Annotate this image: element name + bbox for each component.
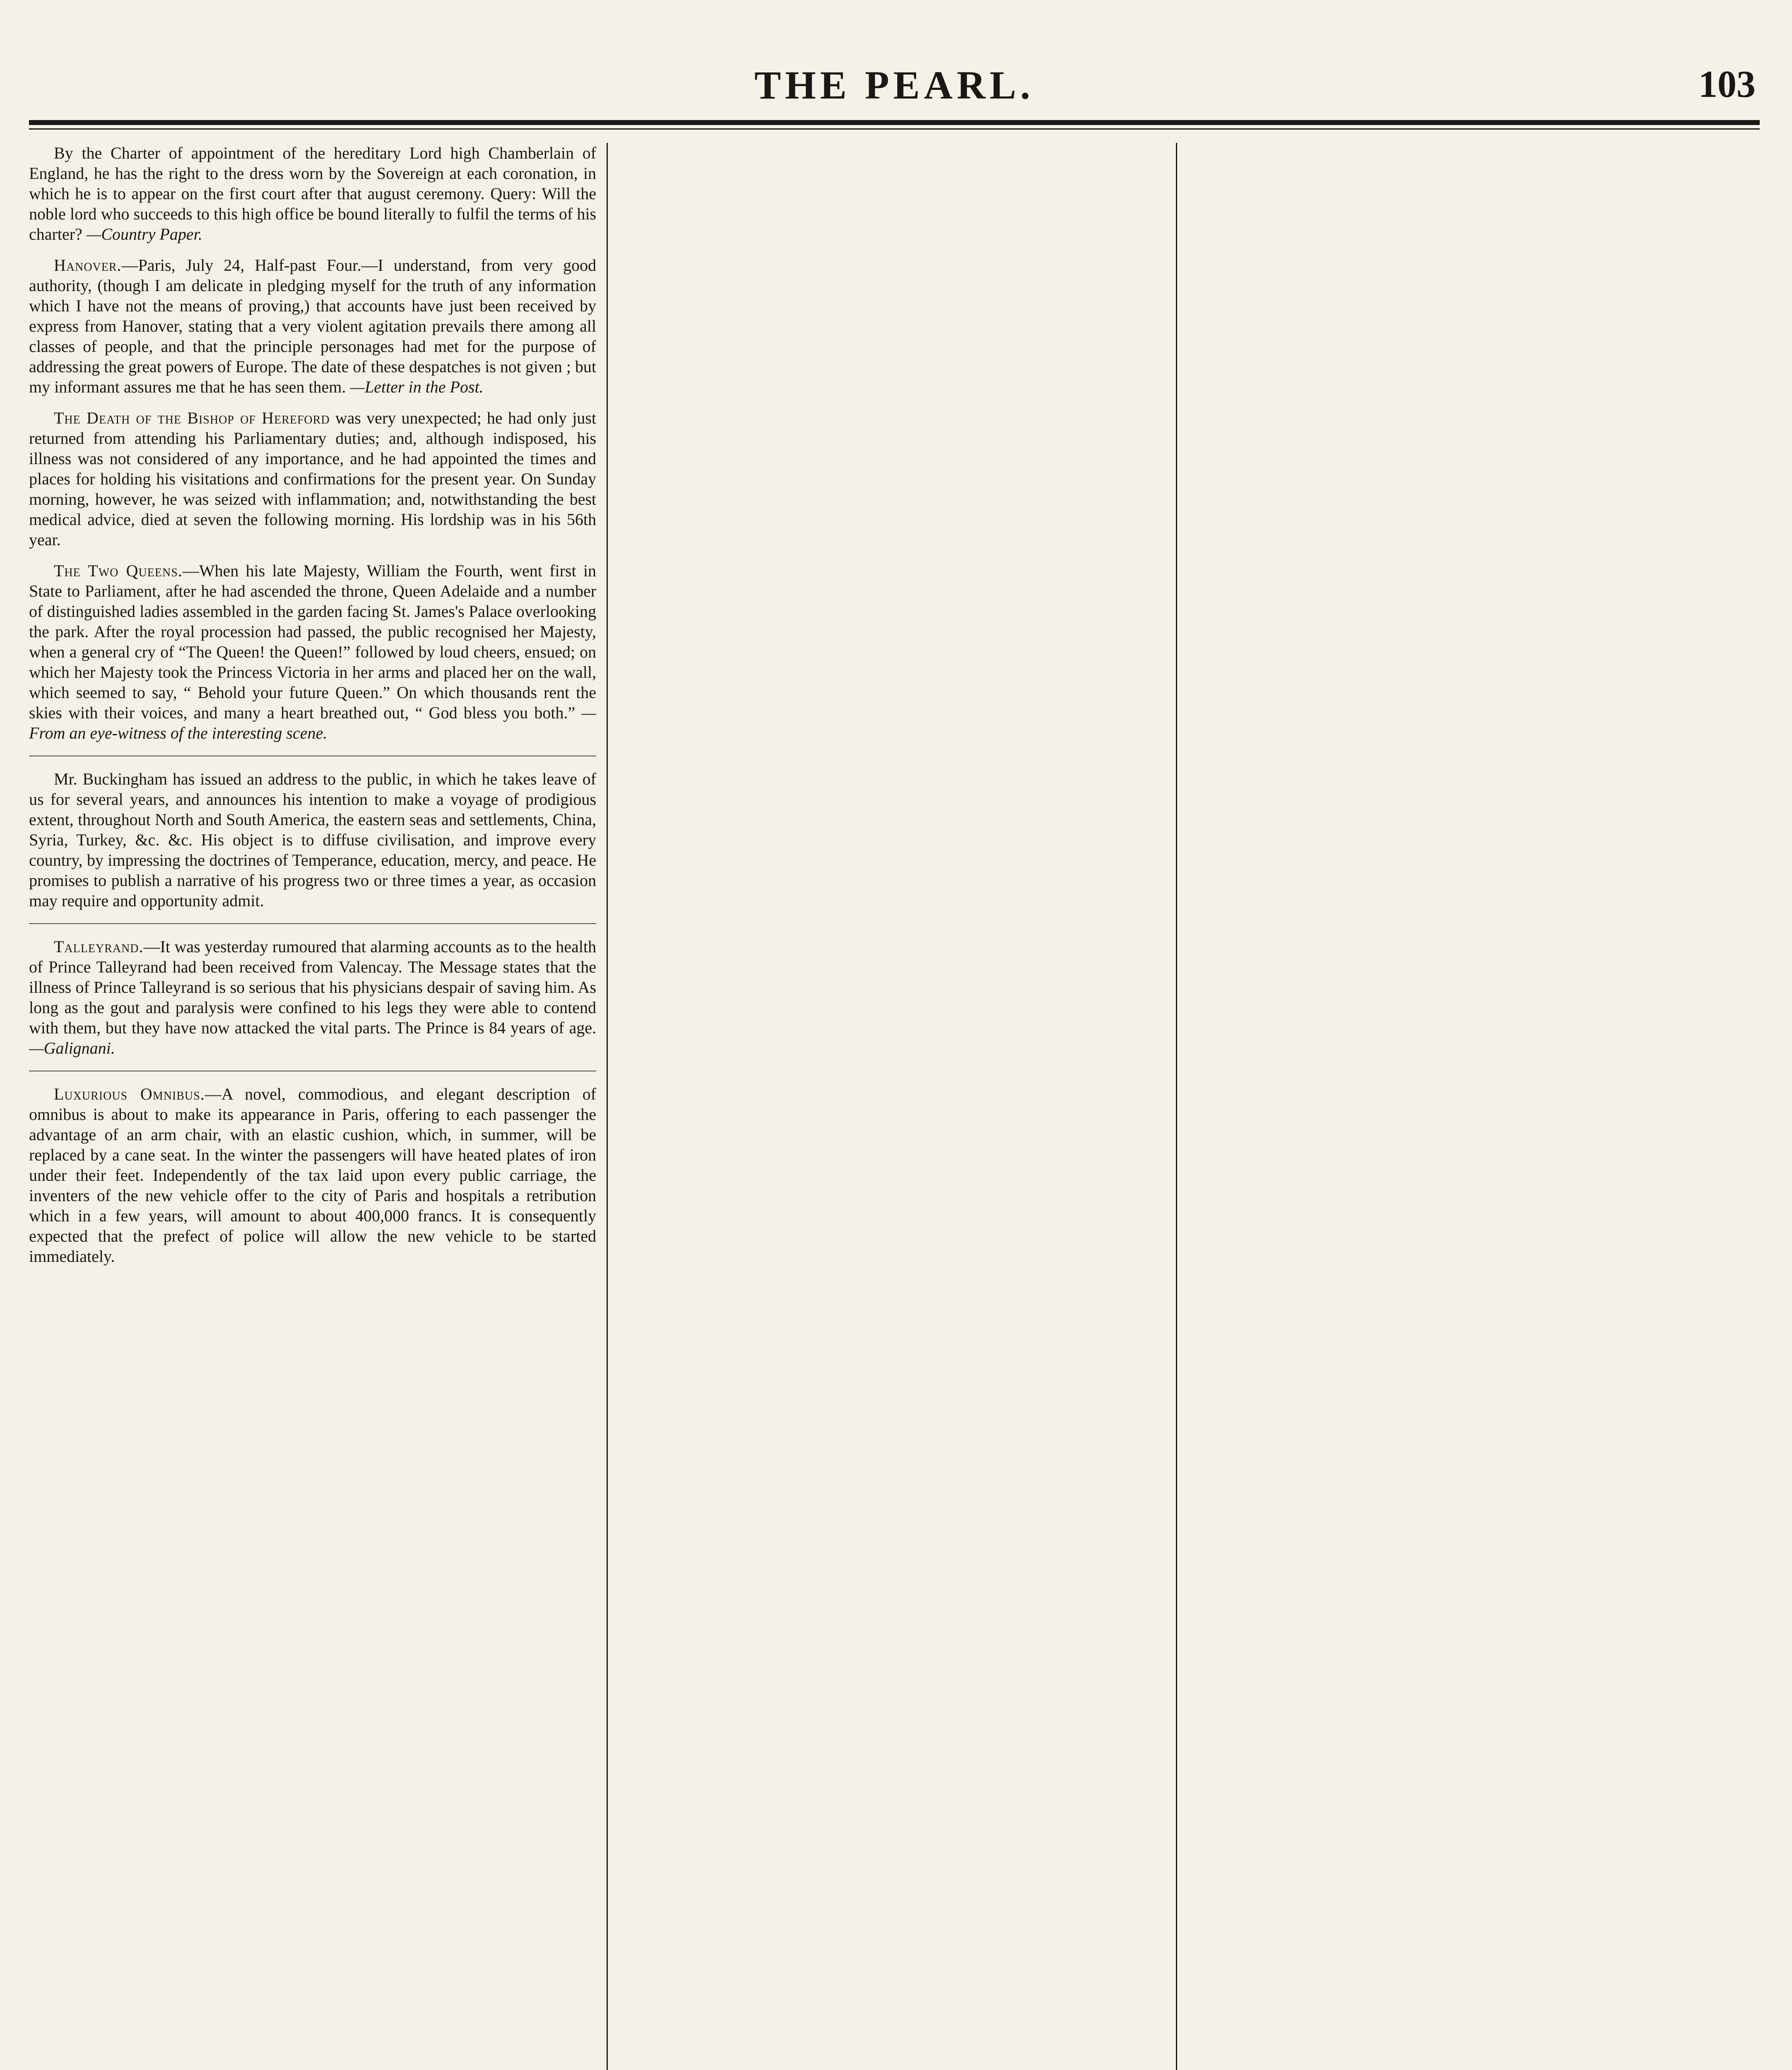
masthead-rule-thin <box>29 128 1760 130</box>
article-text: Mr. Buckingham has issued an address to the public, in which he takes leave of us for several years, and announces his intention to make a voyage of prodigious extent, throughout North and South America, the eastern seas and settlements, China, Syria, Turkey, &c. &c. His object is to diffuse civilisation, and improve every country, by impressing the doctrines of Temperance, education, mercy, and peace. He promises to publish a narrative of his progress two or three times a year, as occasion may require and opportunity admit. <box>29 770 596 910</box>
article-source: —Galignani. <box>29 1039 115 1057</box>
article-text: was very unexpected; he had only just returned from attending his Parliamentary duties; and, although indisposed, his illness was not considered of any importance, and he had appointed the times and places for holding his visitations and confirmations for the present year. On Sunday morning, however, he was seized with inflammation; and, notwithstanding the best medical advice, died at seven the following morning. His lordship was in his 56th year. <box>29 409 596 549</box>
article-source: —Country Paper. <box>86 225 202 243</box>
article-body <box>29 255 596 397</box>
masthead-rule-thick <box>29 120 1760 125</box>
article-buckingham <box>29 769 596 911</box>
article-hanover <box>29 255 596 397</box>
article-body <box>29 143 596 244</box>
article-body <box>29 561 596 743</box>
article-charter <box>29 143 596 244</box>
article-text: —A novel, commodious, and elegant description of omnibus is about to make its appearance in Paris, offering to each passenger the advantage of an arm chair, with an elastic cushion, which, in summer, will be replaced by a cane seat. In the winter the passengers will have heated plates of iron under their feet. Independently of the tax laid upon every public carriage, the inventers of the new vehicle offer to the city of Paris and hospitals a retribution which in a few years, will amount to about 400,000 francs. It is consequently expected that the prefect of police will allow the new vehicle to be started immediately. <box>29 1085 596 1266</box>
article-source: —From an eye-witness of the interesting scene. <box>29 703 596 742</box>
article-lead: The Two Queens. <box>54 561 183 580</box>
article-two-queens <box>29 561 596 743</box>
article-lead: Hanover. <box>54 256 122 274</box>
article-lead: Talleyrand. <box>54 937 144 956</box>
article-body <box>29 936 596 1058</box>
column-rule-2 <box>1176 143 1177 2070</box>
article-text: —When his late Majesty, William the Fourth, went first in State to Parliament, after he had ascended the throne, Queen Adelaide and a number of distinguished ladies assembled in the garden facing St. James's Palace overlooking the park. After the royal procession had passed, the public recognised her Majesty, when a general cry of “The Queen! the Queen!” followed by loud cheers, ensued; on which her Majesty took the Princess Victoria in her arms and placed her on the wall, which seemed to say, “ Behold your future Queen.” On which thousands rent the skies with their voices, and many a heart breathed out, “ God bless you both.” <box>29 561 596 722</box>
column-left <box>29 143 596 2070</box>
article-text: —It was yesterday rumoured that alarming accounts as to the health of Prince Talleyrand had been received from Valencay. The Message states that the illness of Prince Talleyrand is so serious that his physicians despair of saving him. As long as the gout and paralysis were confined to his legs they were able to contend with them, but they have now attacked the vital parts. The Prince is 84 years of age. <box>29 937 596 1037</box>
article-body <box>29 408 596 550</box>
page-number: 103 <box>1698 63 1756 105</box>
column-rule-1 <box>607 143 608 2070</box>
article-source: —Letter in the Post. <box>350 378 484 396</box>
masthead <box>29 62 1760 112</box>
article-text: By the Charter of appointment of the hereditary Lord high Chamberlain of England, he has the right to the dress worn by the Sovereign at each coronation, in which he is to appear on the first court after that august ceremony. Query: Will the noble lord who succeeds to this high office be bound literally to fulfil the terms of his charter? <box>29 144 596 243</box>
article-lead: Luxurious Omnibus. <box>54 1085 205 1103</box>
article-text: —Paris, July 24, Half-past Four.—I understand, from very good authority, (though I am delicate in pledging myself for the truth of any information which I have not the means of proving,) that accounts have just been received by express from Hanover, stating that a very violent agitation prevails there among all classes of people, and that the principle personages had met for the purpose of addressing the great powers of Europe. The date of these despatches is not given ; but my informant assures me that he has seen them. <box>29 256 596 396</box>
article-omnibus <box>29 1084 596 1266</box>
article-divider <box>29 923 596 924</box>
article-bishop <box>29 408 596 550</box>
article-lead: The Death of the Bishop of Hereford <box>54 409 330 427</box>
article-body <box>29 1084 596 1266</box>
article-body <box>29 769 596 911</box>
masthead-title: THE PEARL. <box>754 63 1035 107</box>
article-talleyrand <box>29 936 596 1058</box>
